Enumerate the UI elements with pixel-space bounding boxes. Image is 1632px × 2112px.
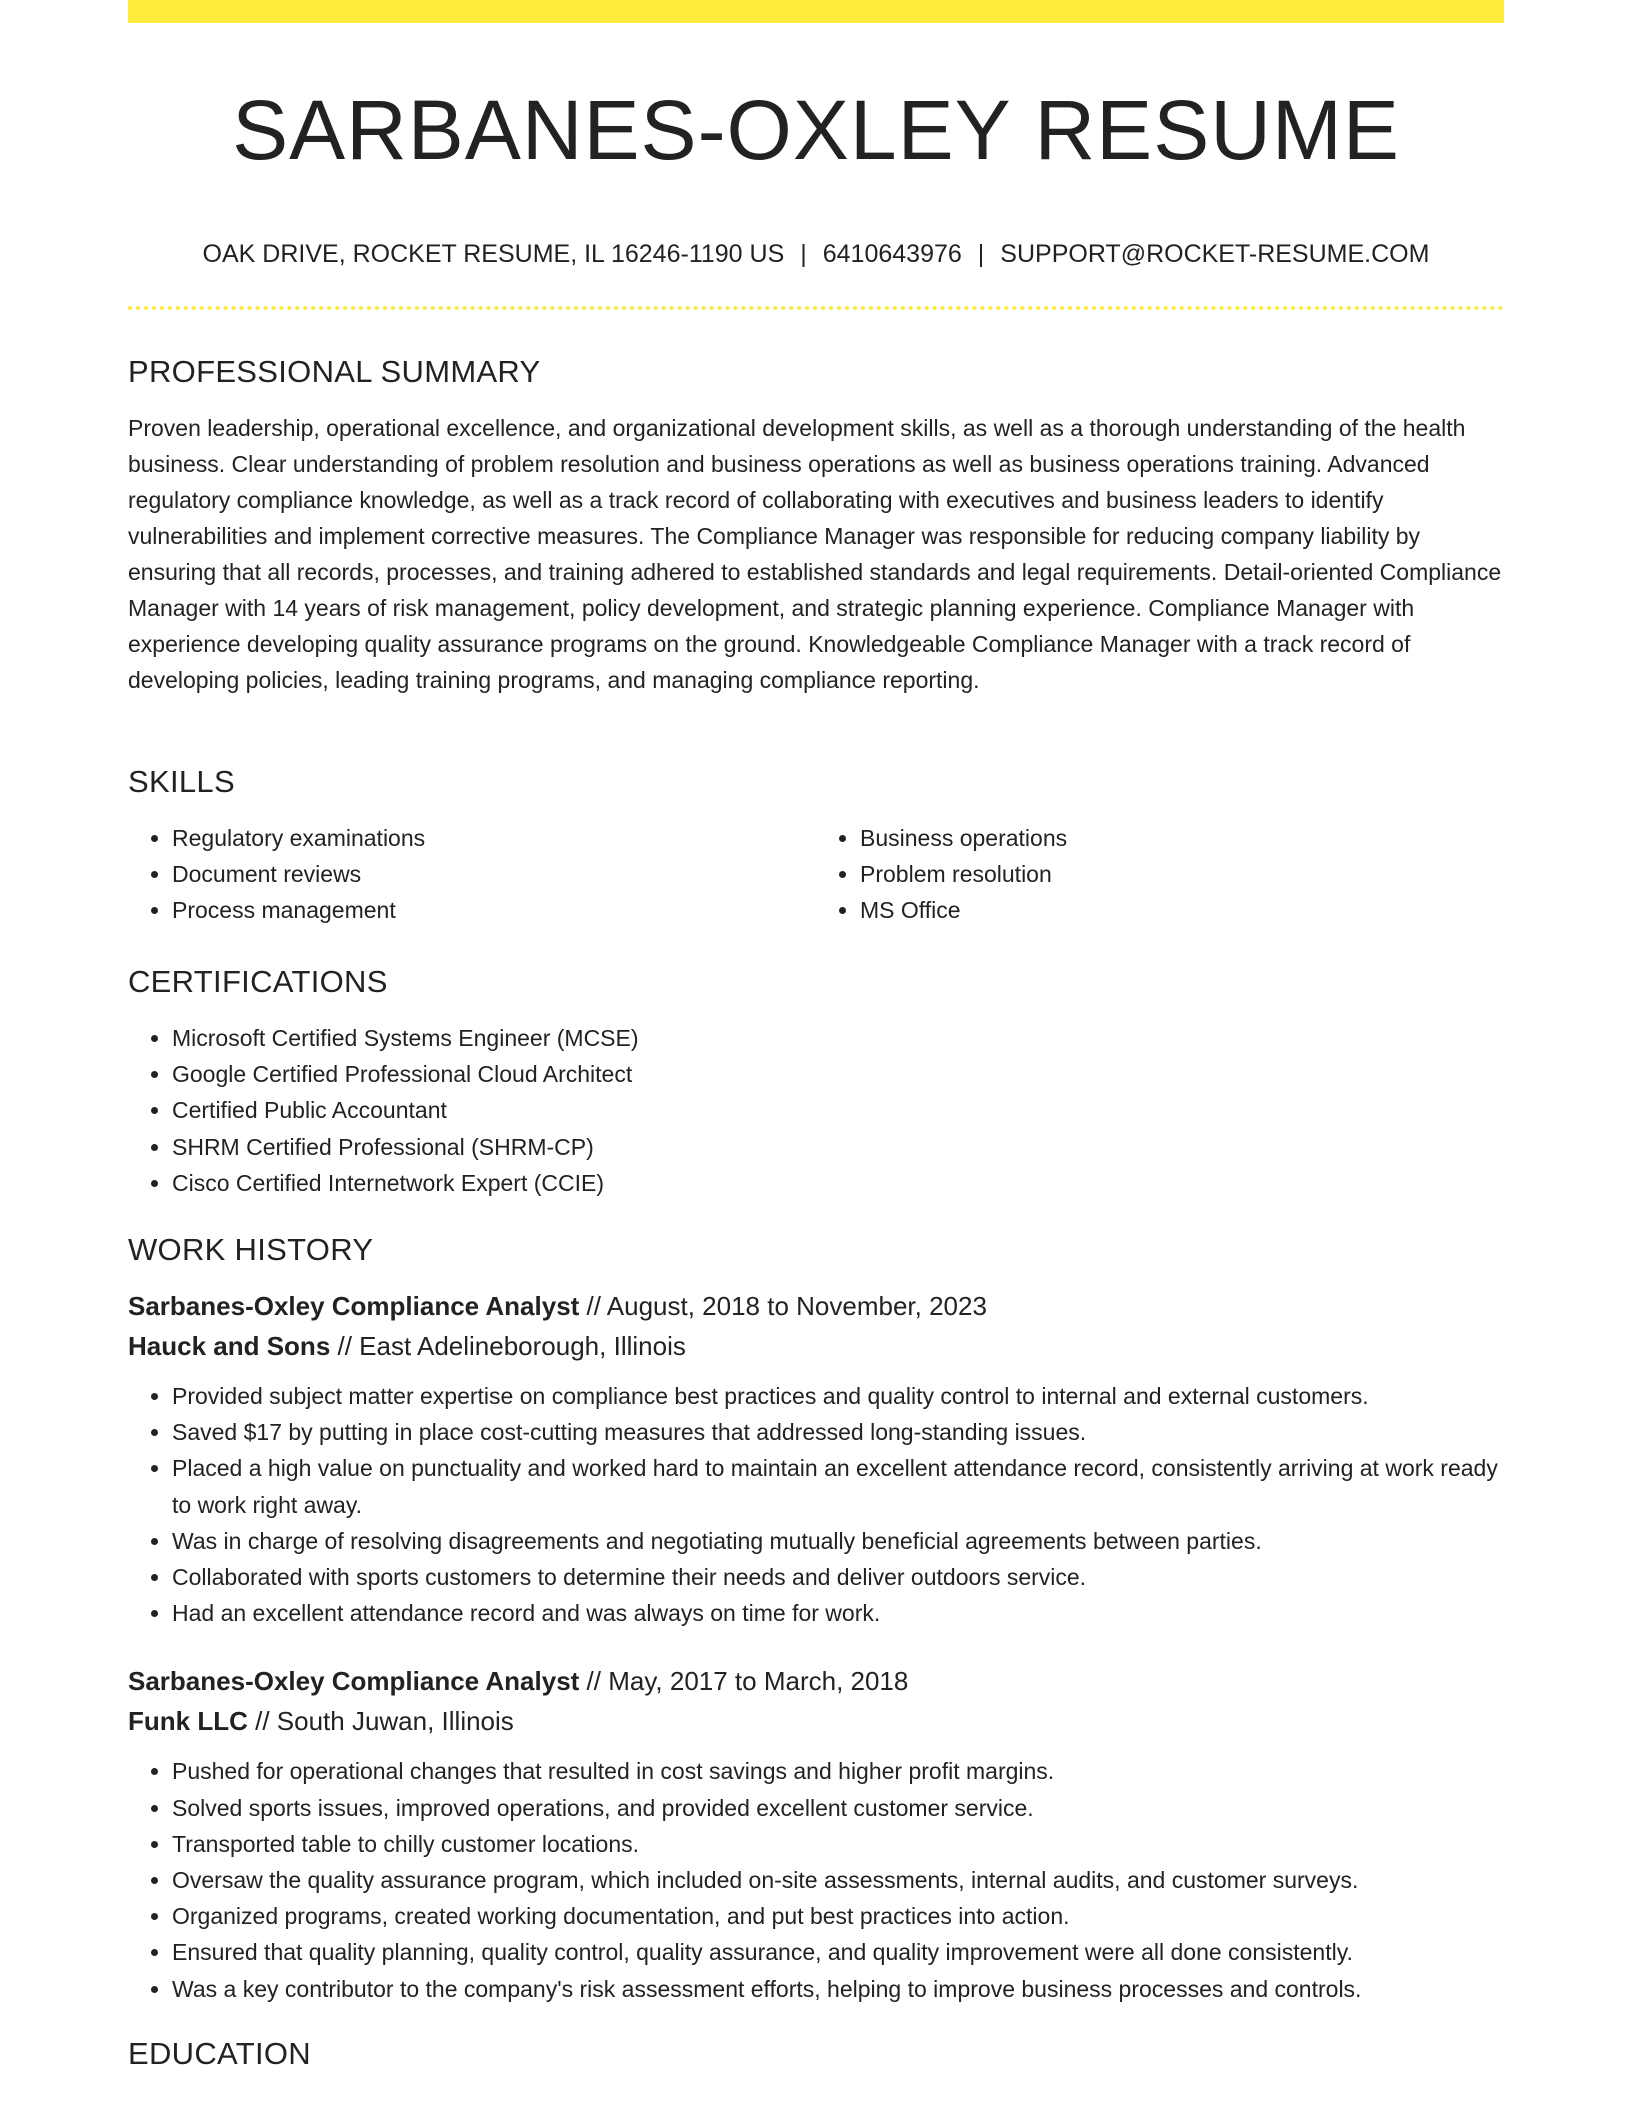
skills-section	[128, 762, 1504, 929]
job-company: Hauck and Sons	[128, 1331, 331, 1361]
certification-item: • Certified Public Accountant	[172, 1092, 1504, 1128]
education-heading: EDUCATION	[128, 2036, 311, 2071]
job-bullet: • Was a key contributor to the company's risk assessment efforts, helping to improve business processes and controls.	[172, 1971, 1504, 2007]
certification-item: • Cisco Certified Internetwork Expert (CCIE)	[172, 1165, 1504, 1201]
skills-list-left	[128, 820, 816, 929]
certification-item: • Google Certified Professional Cloud Architect	[172, 1056, 1504, 1092]
skill-item: • Business operations	[860, 820, 1504, 856]
job-bullet: • Transported table to chilly customer locations.	[172, 1826, 1504, 1862]
contact-address: OAK DRIVE, ROCKET RESUME, IL 16246-1190 US	[202, 240, 785, 268]
skills-list-right	[816, 820, 1504, 929]
summary-text: Proven leadership, operational excellence, and organizational development skills, as well as a thorough understanding of the health business. Clear understanding of problem resolution and business operations as well as business operations training. Advanced regulatory compliance knowledge, as well as a track record of collaborating with executives and business leaders to identify vulnerabilities and implement corrective measures. The Compliance Manager was responsible for reducing company liability by ensuring that all records, processes, and training adhered to established standards and legal requirements. Detail-oriented Compliance Manager with 14 years of risk management, policy development, and strategic planning experience. Compliance Manager with experience developing quality assurance programs on the ground. Knowledgeable Compliance Manager with a track record of developing policies, leading training programs, and managing compliance reporting.	[128, 415, 1502, 693]
skill-item: • Regulatory examinations	[172, 820, 816, 856]
job-location: // East Adelineborough, Illinois	[330, 1331, 686, 1361]
accent-top-bar	[128, 0, 1504, 23]
skills-columns	[128, 820, 1504, 929]
job-company-line	[128, 1326, 1504, 1366]
job-title: Sarbanes-Oxley Compliance Analyst	[128, 1666, 580, 1697]
summary-section	[128, 352, 1504, 698]
skill-item: • Document reviews	[172, 856, 816, 892]
job-company: Funk LLC	[128, 1706, 248, 1737]
job-title-line	[128, 1661, 1504, 1701]
job-bullet: • Provided subject matter expertise on compliance best practices and quality control to internal and external customers.	[172, 1378, 1504, 1414]
page-title: SARBANES-OXLEY RESUME	[232, 83, 1400, 177]
certifications-section	[128, 962, 1504, 1201]
job-dates: // August, 2018 to November, 2023	[579, 1291, 987, 1321]
contact-line	[128, 236, 1504, 272]
job-bullet: • Organized programs, created working documentation, and put best practices into action.	[172, 1898, 1504, 1934]
job-bullet: • Saved $17 by putting in place cost-cutting measures that addressed long-standing issues.	[172, 1414, 1504, 1450]
certification-item: • SHRM Certified Professional (SHRM-CP)	[172, 1129, 1504, 1165]
job-bullets	[128, 1378, 1504, 1631]
skill-item: • Process management	[172, 892, 816, 928]
job-location: // South Juwan, Illinois	[247, 1706, 514, 1737]
job-bullet: • Placed a high value on punctuality and worked hard to maintain an excellent attendance record, consistently arriving at work ready to work right away.	[172, 1450, 1504, 1522]
job-entry	[128, 1661, 1504, 2006]
contact-separator: |	[977, 240, 985, 268]
job-bullet: • Collaborated with sports customers to determine their needs and deliver outdoors service.	[172, 1559, 1504, 1595]
job-bullet: • Ensured that quality planning, quality control, quality assurance, and quality improvement were all done consistently.	[172, 1934, 1504, 1970]
contact-separator: |	[800, 240, 807, 268]
job-bullet: • Solved sports issues, improved operations, and provided excellent customer service.	[172, 1790, 1504, 1826]
job-bullet: • Pushed for operational changes that resulted in cost savings and higher profit margins.	[172, 1753, 1504, 1789]
job-dates: // May, 2017 to March, 2018	[579, 1666, 909, 1697]
contact-phone: 6410643976	[822, 240, 962, 268]
certification-item: • Microsoft Certified Systems Engineer (MCSE)	[172, 1020, 1504, 1056]
job-bullet: • Oversaw the quality assurance program, which included on-site assessments, internal audits, and customer surveys.	[172, 1862, 1504, 1898]
job-bullet: • Had an excellent attendance record and was always on time for work.	[172, 1595, 1504, 1631]
dotted-divider	[128, 306, 1504, 310]
skill-item: • Problem resolution	[860, 856, 1504, 892]
certifications-list	[128, 1020, 1504, 1201]
job-bullet: • Was in charge of resolving disagreements and negotiating mutually beneficial agreements between parties.	[172, 1523, 1504, 1559]
certifications-heading: CERTIFICATIONS	[128, 964, 388, 999]
job-entry	[128, 1286, 1504, 1631]
job-company-line	[128, 1701, 1504, 1741]
summary-heading: PROFESSIONAL SUMMARY	[128, 354, 541, 389]
education-section	[128, 2034, 1504, 2074]
contact-email: SUPPORT@ROCKET-RESUME.COM	[1000, 240, 1430, 268]
work-history-heading: WORK HISTORY	[128, 1232, 374, 1267]
job-title: Sarbanes-Oxley Compliance Analyst	[128, 1291, 580, 1321]
work-history-section	[128, 1230, 1504, 2007]
job-bullets	[128, 1753, 1504, 2006]
skills-heading: SKILLS	[128, 764, 235, 799]
skill-item: • MS Office	[860, 892, 1504, 928]
job-title-line	[128, 1286, 1504, 1326]
